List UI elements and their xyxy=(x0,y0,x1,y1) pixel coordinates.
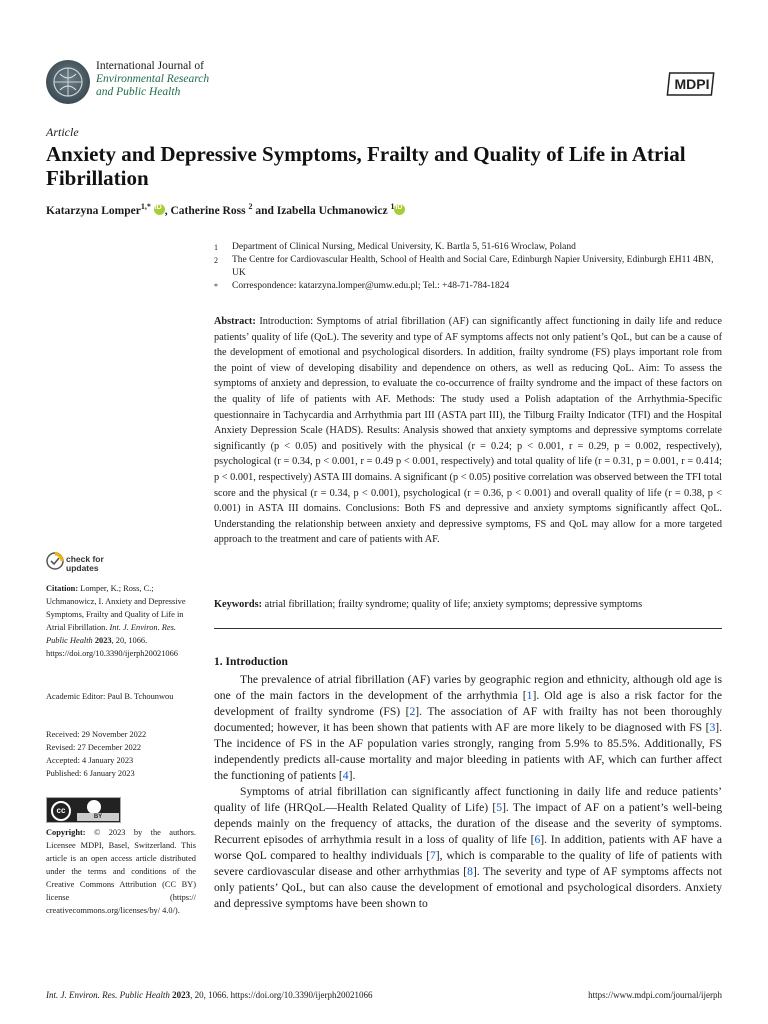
author-sup: 2 xyxy=(248,202,253,211)
citation-text: Lomper, K.; Ross, C.; Uchmanowicz, I. Anxiety and Depressive Symptoms, Frailty and Quality of Life in Atrial Fibrillation. xyxy=(46,584,186,632)
dates-block xyxy=(46,728,196,780)
footer-citation xyxy=(46,990,372,1000)
citation-label: Citation: xyxy=(46,584,79,593)
author-name[interactable]: and Izabella Uchmanowicz xyxy=(252,204,388,217)
author-sup: 1,* xyxy=(140,202,151,211)
copyright-text: © 2023 by the authors. Licensee MDPI, Basel, Switzerland. This article is an open access article distributed under the terms and conditions of the Creative Commons Attribution (CC BY) license (https:// creativecommons.org/licenses/by/ 4.0/). xyxy=(46,828,197,915)
abstract xyxy=(214,314,722,548)
affiliation-item xyxy=(214,241,724,254)
article-title: Anxiety and Depressive Symptoms, Frailty and Quality of Life in Atrial Fibrillation xyxy=(46,142,686,190)
copyright-block xyxy=(46,826,196,917)
received-date: Received: 29 November 2022 xyxy=(46,730,147,739)
reference-link[interactable]: 2 xyxy=(409,705,416,718)
correspondence-text[interactable]: Correspondence: katarzyna.lomper@umw.edu.pl; Tel.: +48-71-784-1824 xyxy=(232,281,510,291)
affiliation-mark: 2 xyxy=(214,256,218,265)
journal-name xyxy=(96,60,209,99)
orcid-icon[interactable] xyxy=(394,204,405,215)
paragraph: The prevalence of atrial fibrillation (AF) varies by geographic region and ethnicity, although old age is one of the main factors in the development of the arrhythmia [1]. Old age is also a risk factor for the development of frailty syndrome (FS) [2]. The association of AF with frailty has not been thoroughly documented; however, it has been shown that patients with AF are more likely to be diagnosed with FS [3]. The incidence of FS in the AF population varies strongly, ranging from 5.9% to 85.5%. Additionally, FS independently predicts all-cause mortality and major bleeding in patients with AF, which can further affect the functioning of patients [4]. xyxy=(214,673,723,782)
affiliation-mark: * xyxy=(214,282,218,291)
accepted-date: Accepted: 4 January 2023 xyxy=(46,756,134,765)
reference-link[interactable]: 5 xyxy=(496,801,503,814)
orcid-icon[interactable] xyxy=(154,204,165,215)
copyright-label: Copyright: xyxy=(46,828,86,837)
attribution-icon xyxy=(87,800,101,814)
mdpi-text: MDPI xyxy=(674,76,710,92)
reference-link[interactable]: 7 xyxy=(429,849,436,862)
reference-link[interactable]: 3 xyxy=(709,721,716,734)
author-name[interactable]: , Catherine Ross xyxy=(164,204,246,217)
citation-block xyxy=(46,582,196,660)
paragraph: Symptoms of atrial fibrillation can significantly affect functioning in daily life and reduce patients’ quality of life (HRQoL—Health Related Quality of Life) [5]. The impact of AF on a patient’s well-being depends mainly on the frequency of attacks, the duration of the disease and the severity of symptoms. Recurrent episodes of arrhythmia result in a loss of quality of life [6]. In addition, patients with AF have a worse QoL compared to healthy individuals [7], which is comparable to the quality of life of patients with severe cardiovascular disease and other arrhythmias [8]. The severity and type of AF symptoms affects not only patients’ QoL, but can also cause the development of emotional and psychological disorders. Anxiety and depressive symptoms have been shown to xyxy=(214,785,722,910)
check-line2: updates xyxy=(66,563,99,573)
keywords-text: atrial fibrillation; frailty syndrome; quality of life; anxiety symptoms; depressive symptoms xyxy=(264,599,643,610)
by-label: BY xyxy=(77,813,119,821)
author-list xyxy=(46,202,405,217)
revised-date: Revised: 27 December 2022 xyxy=(46,743,142,752)
citation-doi[interactable]: , 20, 1066. https://doi.org/10.3390/ijerph20021066 xyxy=(46,636,178,658)
footer-journal: Int. J. Environ. Res. Public Health xyxy=(46,990,170,1000)
reference-link[interactable]: 8 xyxy=(467,865,473,878)
affiliations xyxy=(214,241,724,293)
affiliation-item xyxy=(214,254,724,280)
abstract-text: Introduction: Symptoms of atrial fibrillation (AF) can significantly affect functioning in daily life and reduce patients’ quality of life (QoL). The severity and type of AF symptoms affects not only patient’s QoL, but can be a cause of the development of emotional and psychological disorders. In addition, frailty syndrome (FS) plays important role from the point of view of developing disability and dependence on others, as well as reducing QoL. Aim: To assess the symptoms of anxiety and depression, to evaluate the co-occurrence of frailty syndrome and the impact of these factors on the quality of life of patients with AF. Methods: The study used a Polish adaptation of the Arrhythmia-Specific questionnaire in Tachycardia and Arrhythmia part III (ASTA part III), the Tilburg Frailty Indicator (TFI) and the Hospital Anxiety Depression Scale (HADS). Results: Analysis showed that anxiety symptoms and depressive symptoms correlate significantly (p < 0.05) and positively with the physical (r = 0.24; p < 0.001, r = 0.29, p = 0.002, respectively), psychological (r = 0.34, p < 0.001, r = 0.49 p < 0.001, respectively) and total quality of life (r = 0.31, p = 0.001, r = 0.414; p < 0.001, respectively) ASTA III domains. A significant (p < 0.05) positive correlation was observed between the TFI total score and the physical (r = 0.34, p < 0.001), psychological (r = 0.36, p < 0.001) and overall quality of life (r = 0.38, p < 0.001) in ASTA III domains. Conclusions: Both FS and depressive and anxiety symptoms significantly affect QoL. Understanding the relationship between anxiety and depressive symptoms, FS and QoL may allow for a more targeted approach to the treatment and care of patients with AF. xyxy=(214,316,723,546)
keywords-label: Keywords: xyxy=(214,599,263,610)
mdpi-logo xyxy=(666,70,718,103)
academic-editor: Academic Editor: Paul B. Tchounwou xyxy=(46,692,174,701)
keywords xyxy=(214,598,722,612)
author-name[interactable]: Katarzyna Lomper xyxy=(46,204,141,217)
journal-line1: International Journal of xyxy=(96,60,204,72)
check-for-updates-icon[interactable] xyxy=(46,551,64,576)
check-for-updates-label[interactable] xyxy=(66,555,104,573)
citation-journal: Int. J. Environ. Res. Public Health xyxy=(46,623,176,645)
citation-year: 2023 xyxy=(94,636,112,645)
abstract-label: Abstract: xyxy=(214,316,256,327)
body-text xyxy=(214,672,722,912)
affiliation-mark: 1 xyxy=(214,243,218,252)
affiliation-item xyxy=(214,280,724,293)
affiliation-text: The Centre for Cardiovascular Health, School of Health and Social Care, Edinburgh Napier University, Edinburgh EH11 4BN, UK xyxy=(232,255,714,278)
footer-year: 2023 xyxy=(172,990,191,1000)
footer-doi[interactable]: , 20, 1066. https://doi.org/10.3390/ijerph20021066 xyxy=(190,990,373,1000)
cc-icon: cc xyxy=(51,801,71,821)
article-type: Article xyxy=(46,125,79,139)
check-line1: check for xyxy=(66,554,104,564)
divider xyxy=(214,628,722,629)
published-date: Published: 6 January 2023 xyxy=(46,769,135,778)
section-heading: 1. Introduction xyxy=(214,656,288,668)
journal-line2: Environmental Research xyxy=(96,73,210,85)
reference-link[interactable]: 1 xyxy=(526,689,533,702)
reference-link[interactable]: 6 xyxy=(534,833,541,846)
author-sup: 1 xyxy=(390,202,395,211)
reference-link[interactable]: 4 xyxy=(342,769,349,782)
footer-url[interactable]: https://www.mdpi.com/journal/ijerph xyxy=(588,990,722,1000)
affiliation-text: Department of Clinical Nursing, Medical University, K. Bartla 5, 51-616 Wroclaw, Poland xyxy=(232,242,576,252)
cc-by-license-badge[interactable] xyxy=(46,797,121,823)
journal-logo-icon xyxy=(46,60,90,104)
journal-line3: and Public Health xyxy=(96,86,181,98)
